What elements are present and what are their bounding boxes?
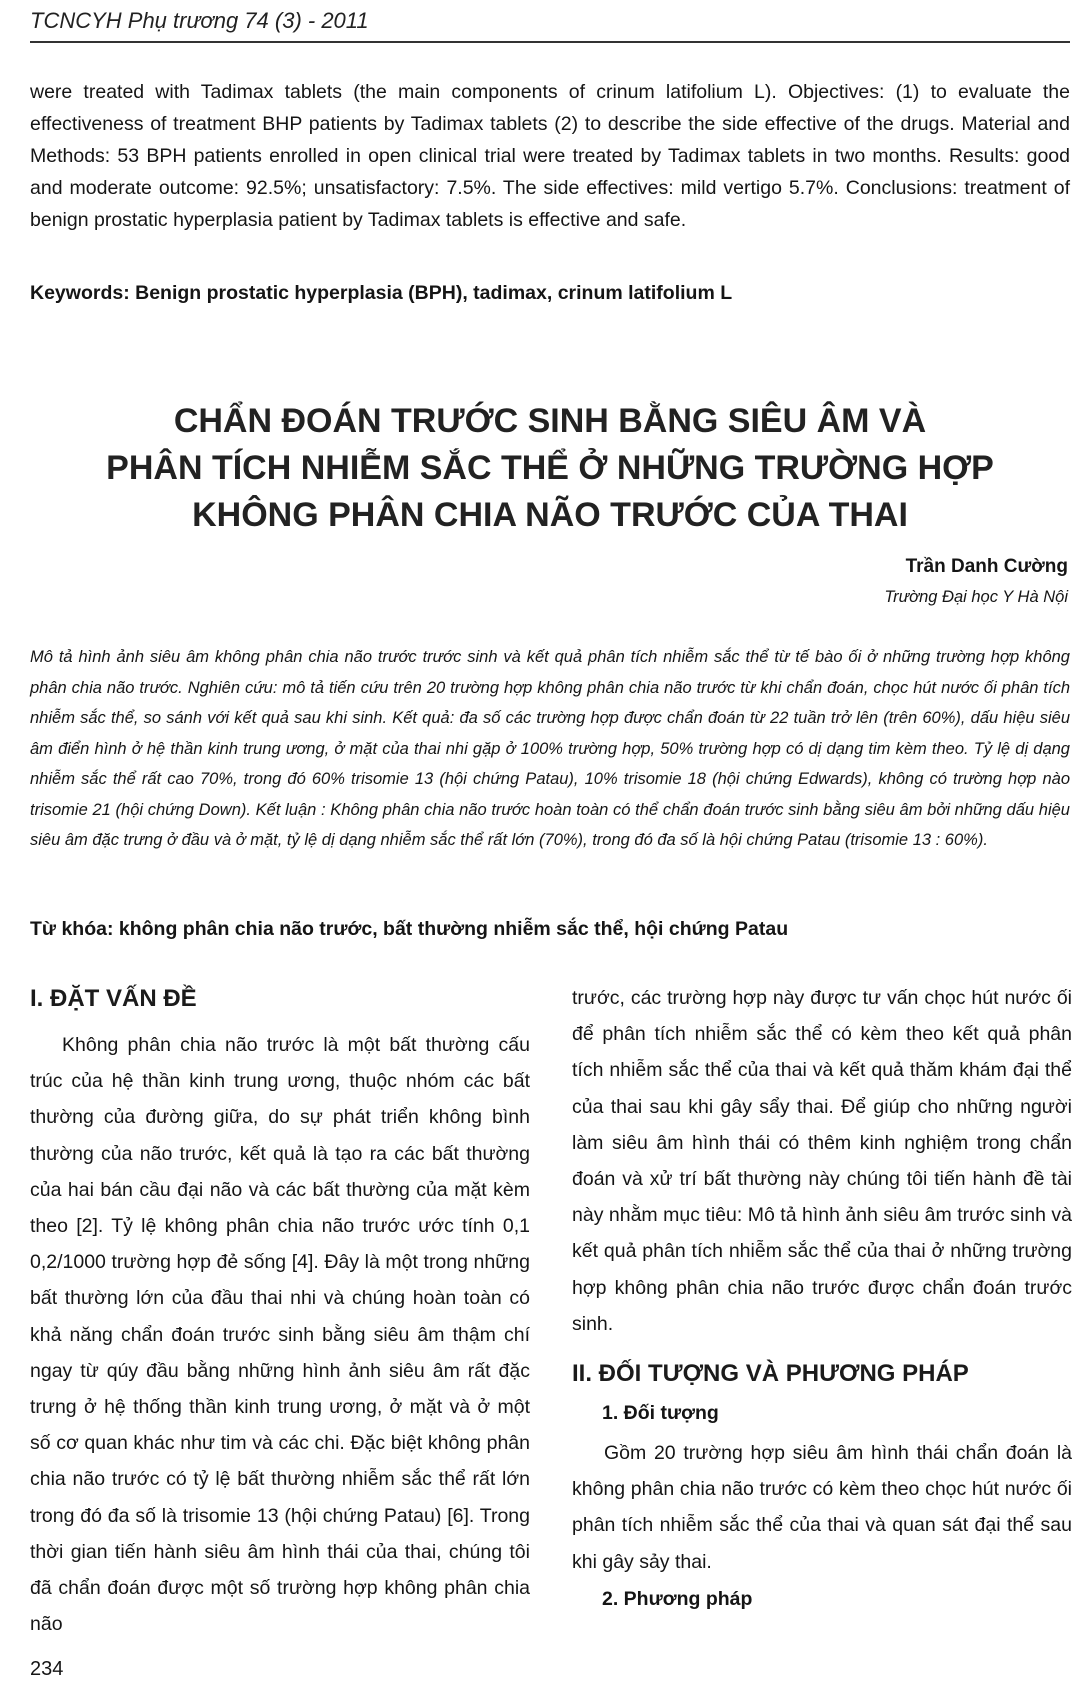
running-header: TCNCYH Phụ trương 74 (3) - 2011	[30, 8, 369, 33]
title-line: KHÔNG PHÂN CHIA NÃO TRƯỚC CỦA THAI	[192, 496, 908, 534]
page-number: 234	[30, 1658, 64, 1680]
author-name: Trần Danh Cường	[905, 556, 1068, 577]
section-heading-introduction: I. ĐẶT VẤN ĐỀ	[30, 985, 197, 1012]
article-title	[60, 398, 1040, 539]
title-line: CHẨN ĐOÁN TRƯỚC SINH BẰNG SIÊU ÂM VÀ	[173, 402, 927, 440]
introduction-continued-paragraph: trước, các trường hợp này được tư vấn chọc hút nước ối để phân tích nhiễm sắc thể có kèm theo kết quả phân tích nhiễm sắc thể của thai và kết quả thăm khám đại thể của thai sau khi gây sẩy thai. Để giúp cho những người làm siêu âm hình thái có thêm kinh nghiệm trong chẩn đoán và xử trí bất thường này chúng tôi tiến hành đề tài này nhằm mục tiêu: Mô tả hình ảnh siêu âm trước sinh và kết quả phân tích nhiễm sắc thể của thai ở những trường hợp không phân chia não trước được chẩn đoán trước sinh.	[572, 987, 1072, 1335]
author-affiliation: Trường Đại học Y Hà Nội	[884, 588, 1068, 606]
title-line: PHÂN TÍCH NHIỄM SẮC THỂ Ở NHỮNG TRƯỜNG HỢP	[106, 449, 994, 487]
vietnamese-keywords: Từ khóa: không phân chia não trước, bất thường nhiễm sắc thể, hội chứng Patau	[30, 918, 789, 940]
section-heading-methods: II. ĐỐI TƯỢNG VÀ PHƯƠNG PHÁP	[572, 1360, 969, 1388]
subheading-methods: 2. Phương pháp	[602, 1587, 753, 1610]
vietnamese-abstract: Mô tả hình ảnh siêu âm không phân chia não trước trước sinh và kết quả phân tích nhiễm sắc thể từ tế bào ối ở những trường hợp không phân chia não trước. Nghiên cứu: mô tả tiến cứu trên 20 trường hợp không phân chia não trước từ khi chẩn đoán, chọc hút nước ối phân tích nhiễm sắc thể, so sánh với kết quả sau khi sinh. Kết quả: đa số các trường hợp được chẩn đoán từ 22 tuần trở lên (trên 60%), dấu hiệu siêu âm điển hình ở hệ thần kinh trung ương, ở mặt của thai nhi gặp ở 100% trường hợp, 50% trường hợp có dị dạng tim kèm theo. Tỷ lệ dị dạng nhiễm sắc thể rất cao 70%, trong đó 60% trisomie 13 (hội chứng Patau), 10% trisomie 18 (hội chứng Edwards), không có trường hợp nào trisomie 21 (hội chứng Down). Kết luận : Không phân chia não trước hoàn toàn có thể chẩn đoán trước sinh bằng siêu âm bởi những dấu hiệu siêu âm đặc trưng ở đầu và ở mặt, tỷ lệ dị dạng nhiễm sắc thể rất lớn (70%), trong đó đa số là hội chứng Patau (trisomie 13 : 60%).	[30, 648, 1070, 849]
header-rule	[30, 41, 1070, 43]
introduction-paragraph: Không phân chia não trước là một bất thường cấu trúc của hệ thần kinh trung ương, thuộc nhóm các bất thường của đường giữa, do sự phát triển không bình thường của não trước, kết quả là tạo ra các bất thường của hai bán cầu đại não và các bất thường của mặt kèm theo [2]. Tỷ lệ không phân chia não trước ước tính 0,1 0,2/1000 trường hợp đẻ sống [4]. Đây là một trong những bất thường lớn của đầu thai nhi và chúng hoàn toàn có khả năng chẩn đoán trước sinh bằng siêu âm thậm chí ngay từ qúy đầu bằng những hình ảnh siêu âm rất đặc trưng ở hệ thống thần kinh trung ương, ở mặt và ở một số cơ quan khác như tim và các chi. Đặc biệt không phân chia não trước có tỷ lệ bất thường nhiễm sắc thể rất lớn trong đó đa số là trisomie 13 (hội chứng Patau) [6]. Trong thời gian tiến hành siêu âm hình thái của thai, chúng tôi đã chẩn đoán được một số trường hợp không phân chia não	[30, 1034, 530, 1636]
right-column	[572, 980, 1072, 1621]
english-keywords: Keywords: Benign prostatic hyperplasia (BPH), tadimax, crinum latifolium L	[30, 282, 733, 304]
subheading-subjects: 1. Đối tượng	[602, 1402, 719, 1425]
left-column	[30, 985, 530, 1642]
subjects-paragraph: Gồm 20 trường hợp siêu âm hình thái chẩn đoán là không phân chia não trước có kèm theo chọc hút nước ối phân tích nhiễm sắc thể của thai và quan sát đại thể sau khi gây sảy thai.	[572, 1442, 1072, 1573]
english-abstract: were treated with Tadimax tablets (the main components of crinum latifolium L). Objectives: (1) to evaluate the effectiveness of treatment BHP patients by Tadimax tablets (2) to describe the side effective of the drugs. Material and Methods: 53 BPH patients enrolled in open clinical trial were treated by Tadimax tablets in two months. Results: good and moderate outcome: 92.5%; unsatisfactory: 7.5%. The side effectives: mild vertigo 5.7%. Conclusions: treatment of benign prostatic hyperplasia patient by Tadimax tablets is effective and safe.	[30, 81, 1070, 231]
